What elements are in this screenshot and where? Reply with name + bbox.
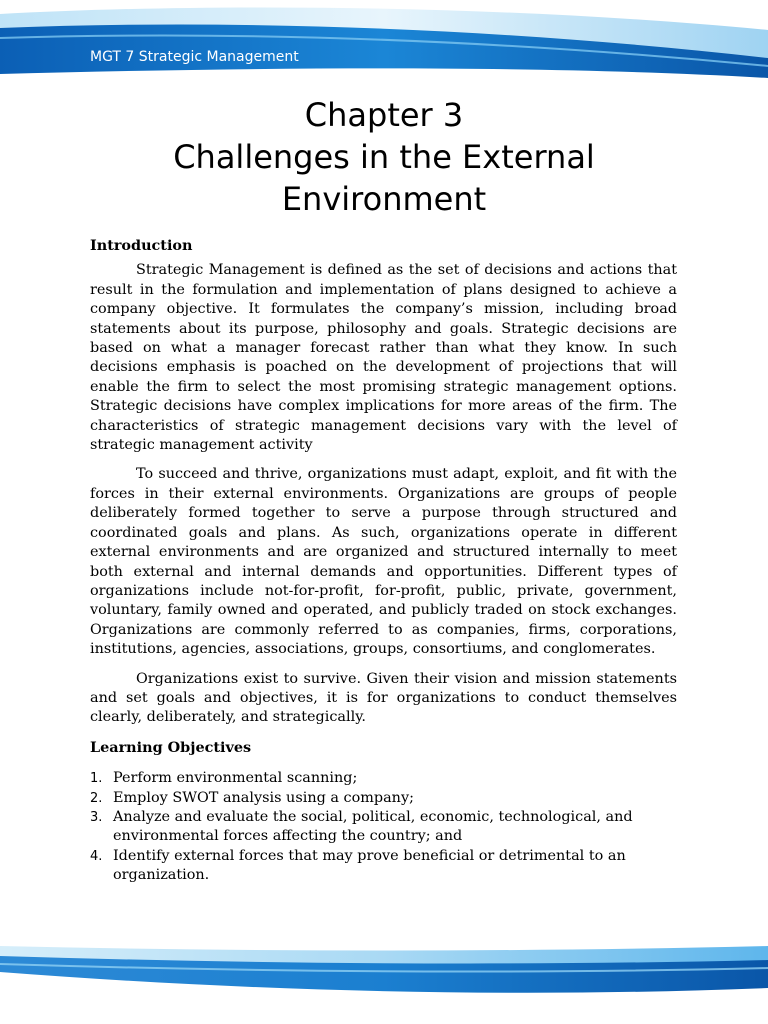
list-number: 3. bbox=[90, 809, 103, 825]
list-item bbox=[90, 847, 677, 886]
learning-objectives-heading: Learning Objectives bbox=[90, 738, 252, 756]
list-number: 2. bbox=[90, 790, 103, 806]
chapter-number: Chapter 3 bbox=[304, 96, 464, 134]
list-number: 1. bbox=[90, 771, 103, 787]
chapter-title-line-1: Challenges in the External bbox=[173, 138, 595, 176]
document-body bbox=[90, 236, 677, 886]
header-banner bbox=[0, 0, 768, 82]
list-number: 4. bbox=[90, 848, 103, 864]
list-item bbox=[90, 789, 677, 808]
introduction-heading: Introduction bbox=[90, 237, 193, 254]
list-item-text: Perform environmental scanning; bbox=[113, 770, 358, 787]
chapter-title bbox=[0, 94, 768, 220]
list-item-text: Analyze and evaluate the social, political, economic, technological, and environmental forces affecting the country; and bbox=[113, 808, 633, 845]
list-item bbox=[90, 808, 677, 847]
intro-paragraph-3: Organizations exist to survive. Given their vision and mission statements and set goals and objectives, it is for organizations to conduct themselves clearly, deliberately, and strategically. bbox=[90, 670, 677, 726]
intro-paragraph-1: Strategic Management is defined as the set of decisions and actions that result in the formulation and implementation of plans designed to achieve a company objective. It formulates the company’s mission, including broad statements about its purpose, philosophy and goals. Strategic decisions are based on what a manager forecast rather than what they know. In such decisions emphasis is poached on the development of projections that will enable the firm to select the most promising strategic management options. Strategic decisions have complex implications for more areas of the firm. The characteristics of strategic management decisions vary with the level of strategic management activity bbox=[90, 262, 677, 454]
header-wave-graphic bbox=[0, 0, 768, 82]
learning-objectives-list bbox=[90, 769, 677, 885]
list-item bbox=[90, 769, 677, 788]
list-item-text: Employ SWOT analysis using a company; bbox=[113, 789, 414, 806]
intro-paragraph-2: To succeed and thrive, organizations must adapt, exploit, and fit with the forces in their external environments. Organizations are groups of people deliberately formed together to serve a purpose through structured and coordinated goals and plans. As such, organizations operate in different external environments and are organized and structured internally to meet both external and internal demands and opportunities. Different types of organizations include not-for-profit, for-profit, public, private, government, voluntary, family owned and operated, and publicly traded on stock exchanges. Organizations are commonly referred to as companies, firms, corporations, institutions, agencies, associations, groups, consortiums, and conglomerates. bbox=[90, 466, 677, 658]
list-item-text: Identify external forces that may prove beneficial or detrimental to an organization. bbox=[113, 847, 626, 884]
chapter-title-line-2: Environment bbox=[281, 180, 487, 218]
footer-wave-graphic bbox=[0, 942, 768, 1024]
footer-banner bbox=[0, 942, 768, 1024]
course-title: MGT 7 Strategic Management bbox=[90, 49, 299, 65]
